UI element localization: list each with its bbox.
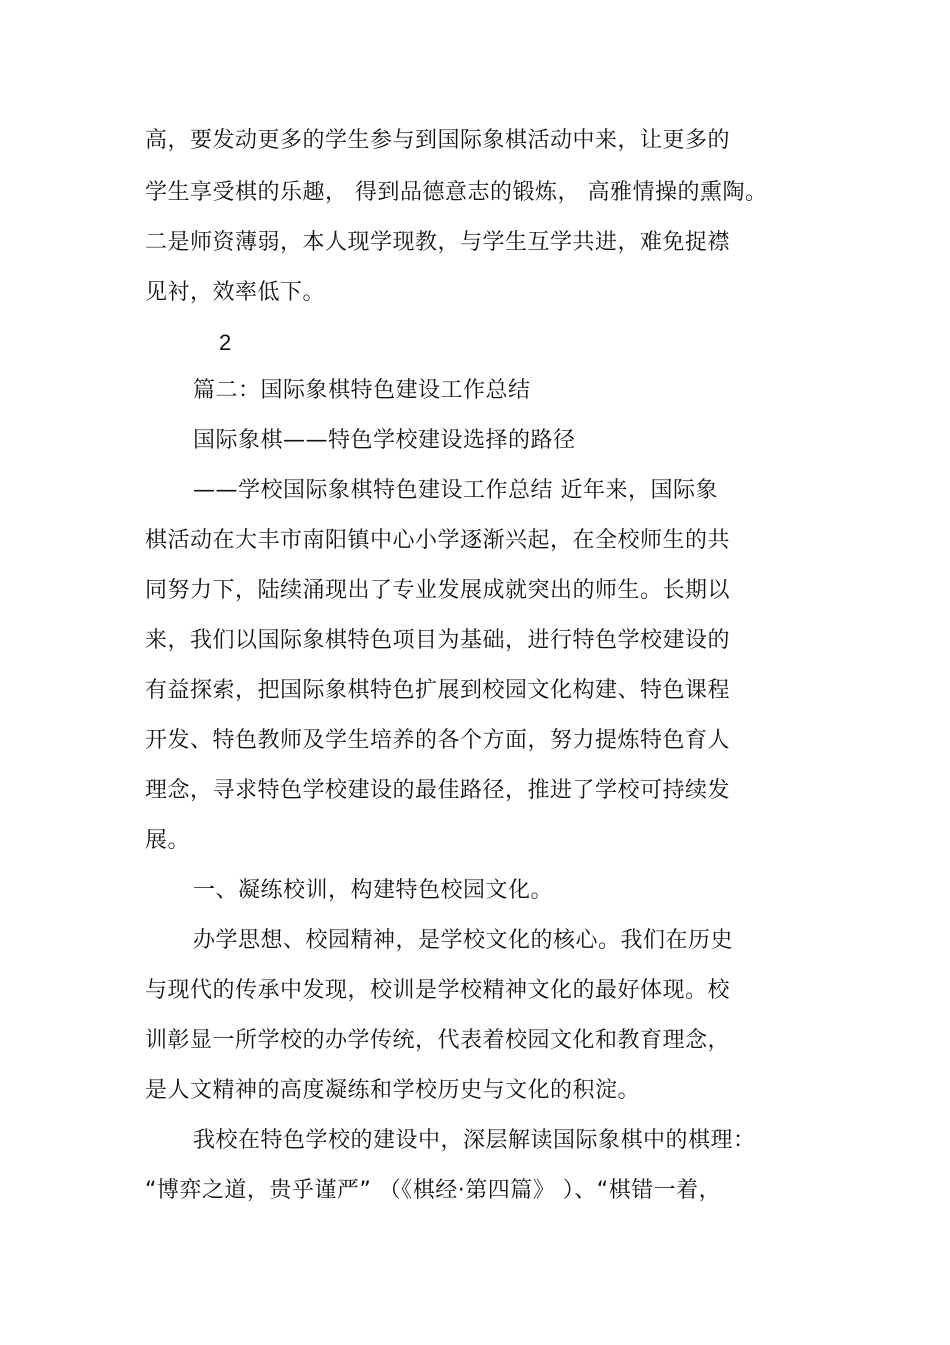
text-line-19: 是人文精神的高度凝练和学校历史与文化的积淀。	[145, 1078, 641, 1103]
text-line-11: 有益探索，把国际象棋特色扩展到校园文化构建、特色课程	[145, 678, 731, 703]
text-line-7: ——学校国际象棋特色建设工作总结 近年来，国际象	[193, 478, 718, 503]
text-line-4: 见衬，效率低下。	[145, 280, 326, 305]
text-line-8: 棋活动在大丰市南阳镇中心小学逐渐兴起，在全校师生的共	[145, 528, 731, 553]
text-line-3: 二是师资薄弱，本人现学现教，与学生互学共进，难免捉襟	[145, 230, 731, 255]
section-title: 篇二：国际象棋特色建设工作总结	[193, 378, 531, 403]
text-line-17: 与现代的传承中发现，校训是学校精神文化的最好体现。校	[145, 978, 731, 1003]
text-line-12: 开发、特色教师及学生培养的各个方面，努力提炼特色育人	[145, 728, 731, 753]
text-line-9: 同努力下，陆续涌现出了专业发展成就突出的师生。长期以	[145, 578, 731, 603]
page-number: 2	[219, 330, 232, 355]
text-line-1: 高，要发动更多的学生参与到国际象棋活动中来，让更多的	[145, 128, 731, 153]
text-line-18: 训彰显一所学校的办学传统，代表着校园文化和教育理念，	[145, 1028, 731, 1053]
text-line-20: 我校在特色学校的建设中，深层解读国际象棋中的棋理：	[193, 1128, 756, 1153]
section-heading-one: 一、凝练校训，构建特色校园文化。	[193, 878, 554, 903]
text-line-2: 学生享受棋的乐趣， 得到品德意志的锻炼， 高雅情操的熏陶。	[145, 180, 768, 205]
text-line-10: 来，我们以国际象棋特色项目为基础，进行特色学校建设的	[145, 628, 731, 653]
text-line-21: “博弈之道，贵乎谨严” （《棋经·第四篇》 ）、“棋错一着，	[145, 1178, 722, 1203]
text-line-14: 展。	[145, 828, 191, 853]
text-line-16: 办学思想、校园精神，是学校文化的核心。我们在历史	[193, 928, 734, 953]
subtitle: 国际象棋——特色学校建设选择的路径	[193, 428, 576, 453]
text-line-13: 理念，寻求特色学校建设的最佳路径，推进了学校可持续发	[145, 778, 731, 803]
